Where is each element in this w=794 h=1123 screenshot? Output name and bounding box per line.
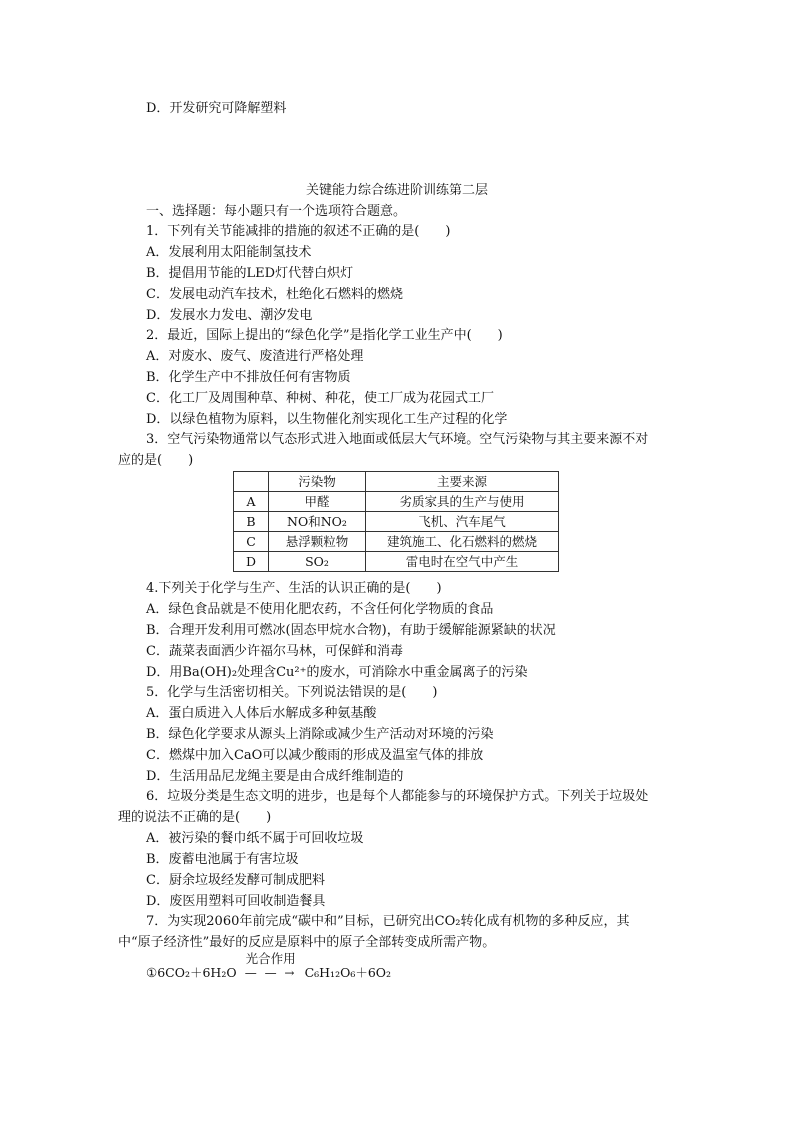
equation-reactants: ①6CO₂＋6H₂O: [146, 965, 237, 980]
q5-option-b: B．绿色化学要求从源头上消除或减少生产活动对环境的污染: [146, 727, 494, 742]
q5-option-d: D．生活用品尼龙绳主要是由合成纤维制造的: [146, 769, 404, 784]
q5-option-c: C．燃煤中加入CaO可以减少酸雨的形成及温室气体的排放: [146, 748, 484, 763]
q1-stem: 1．下列有关节能减排的措施的叙述不正确的是( ): [146, 224, 451, 239]
q3-stem-line1: 3．空气污染物通常以气态形式进入地面或低层大气环境。空气污染物与其主要来源不对: [146, 432, 649, 447]
table-row: [234, 512, 559, 532]
row-label: B: [234, 512, 269, 532]
q6-option-a: A．被污染的餐巾纸不属于可回收垃圾: [146, 831, 364, 846]
table-header-row: [234, 472, 559, 492]
table-row: [234, 552, 559, 572]
q5-option-a: A．蛋白质进入人体后水解成多种氨基酸: [146, 706, 377, 721]
prev-option-d: D．开发研究可降解塑料: [146, 101, 287, 116]
reaction-condition: 光合作用: [245, 951, 296, 966]
q7-stem-line1: 7．为实现2060年前完成“碳中和”目标，已研究出CO₂转化成有机物的多种反应，其: [146, 914, 630, 929]
q6-stem-line1: 6．垃圾分类是生态文明的进步，也是每个人都能参与的环境保护方式。下列关于垃圾处: [146, 789, 649, 804]
row-label: C: [234, 532, 269, 552]
row-label: A: [234, 492, 269, 512]
q3-stem-line2: 应的是( ): [118, 453, 194, 468]
q1-option-a: A．发展利用太阳能制氢技术: [146, 245, 312, 260]
q6-option-d: D．废医用塑料可回收制造餐具: [146, 894, 326, 909]
q1-option-b: B．提倡用节能的LED灯代替白炽灯: [146, 266, 354, 281]
q1-option-c: C．发展电动汽车技术，杜绝化石燃料的燃烧: [146, 287, 403, 302]
q4-option-d: D．用Ba(OH)₂处理含Cu²⁺的废水，可消除水中重金属离子的污染: [146, 665, 528, 680]
row-source: 雷电时在空气中产生: [366, 552, 559, 572]
q4-option-b: B．合理开发利用可燃冰(固态甲烷水合物)，有助于缓解能源紧缺的状况: [146, 623, 556, 638]
table-header-cell: 主要来源: [366, 472, 559, 492]
reaction-equation-1: [146, 951, 392, 982]
pollutant-source-table: [233, 471, 559, 572]
section-title: 关键能力综合练进阶训练第二层: [305, 183, 488, 198]
q4-stem: 4.下列关于化学与生产、生活的认识正确的是( ): [146, 581, 442, 596]
q2-option-c: C．化工厂及周围种草、种树、种花，使工厂成为花园式工厂: [146, 391, 494, 406]
q7-stem-line2: 中“原子经济性”最好的反应是原料中的原子全部转变成所需产物。: [118, 935, 496, 950]
row-pollutant: SO₂: [269, 552, 366, 572]
reaction-arrow-icon: 光合作用 — — →: [241, 964, 301, 982]
row-pollutant: 悬浮颗粒物: [269, 532, 366, 552]
table-header-cell: [234, 472, 269, 492]
table-row: [234, 532, 559, 552]
q2-stem: 2．最近，国际上提出的“绿色化学”是指化学工业生产中( ): [146, 328, 503, 343]
q2-option-a: A．对废水、废气、废渣进行严格处理: [146, 349, 364, 364]
q4-option-a: A．绿色食品就是不使用化肥农药，不含任何化学物质的食品: [146, 602, 494, 617]
section-heading: 一、选择题：每小题只有一个选项符合题意。: [146, 204, 407, 219]
q1-option-d: D．发展水力发电、潮汐发电: [146, 308, 313, 323]
row-label: D: [234, 552, 269, 572]
q6-stem-line2: 理的说法不正确的是( ): [118, 810, 272, 825]
row-pollutant: 甲醛: [269, 492, 366, 512]
q5-stem: 5．化学与生活密切相关。下列说法错误的是( ): [146, 685, 438, 700]
q4-option-c: C．蔬菜表面洒少许福尔马林，可保鲜和消毒: [146, 644, 403, 659]
table-row: [234, 492, 559, 512]
row-pollutant: NO和NO₂: [269, 512, 366, 532]
q2-option-d: D．以绿色植物为原料，以生物催化剂实现化工生产过程的化学: [146, 412, 508, 427]
q6-option-b: B．废蓄电池属于有害垃圾: [146, 852, 299, 867]
row-source: 飞机、汽车尾气: [366, 512, 559, 532]
row-source: 建筑施工、化石燃料的燃烧: [366, 532, 559, 552]
equation-products: C₆H₁₂O₆＋6O₂: [304, 965, 392, 980]
row-source: 劣质家具的生产与使用: [366, 492, 559, 512]
q2-option-b: B．化学生产中不排放任何有害物质: [146, 370, 351, 385]
q6-option-c: C．厨余垃圾经发酵可制成肥料: [146, 873, 325, 888]
table-header-cell: 污染物: [269, 472, 366, 492]
